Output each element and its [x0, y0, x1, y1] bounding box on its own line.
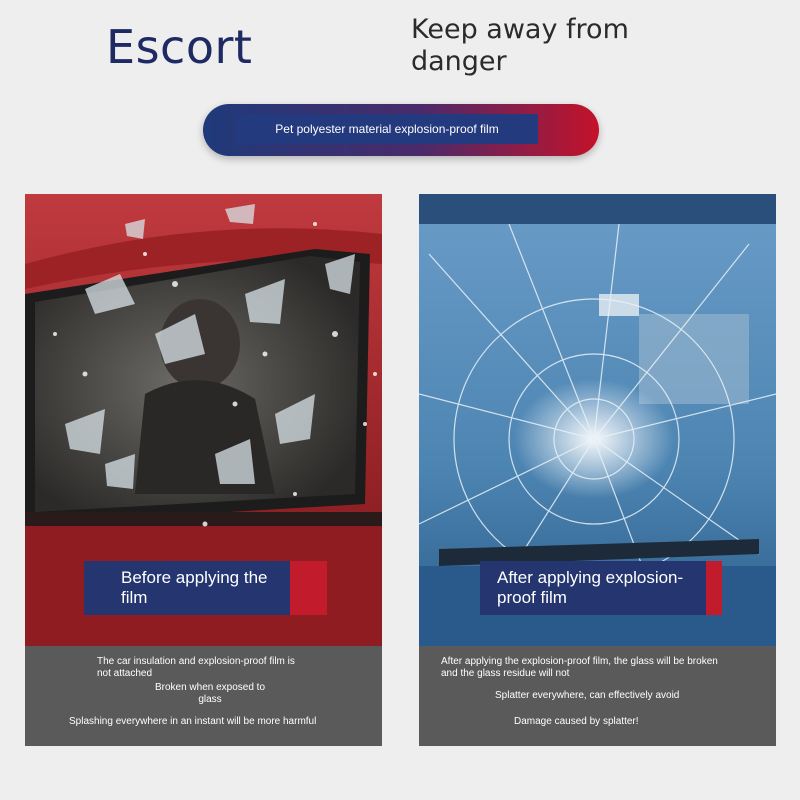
page-title: Escort: [106, 20, 253, 74]
after-caption-line-1: After applying the explosion-proof film, the glass will be broken and the glass residue will not: [441, 656, 718, 679]
before-caption-line-1: The car insulation and explosion-proof film is not attached: [97, 656, 295, 679]
after-caption: [419, 646, 776, 746]
before-panel: [25, 194, 382, 746]
after-label-text: After applying explosion-proof film: [480, 561, 706, 615]
before-caption-line-2: Broken when exposed to glass: [154, 682, 266, 705]
after-panel: [419, 194, 776, 746]
before-caption-line-3: Splashing everywhere in an instant will be more harmful: [69, 716, 317, 727]
before-caption: [25, 646, 382, 746]
feature-banner-text: Pet polyester material explosion-proof film: [236, 114, 538, 144]
before-label-text: Before applying the film: [84, 561, 290, 615]
before-label: [84, 561, 327, 615]
after-caption-line-2: Splatter everywhere, can effectively avoid: [495, 690, 680, 701]
after-label: [480, 561, 722, 615]
feature-banner: [203, 104, 599, 156]
after-caption-line-3: Damage caused by splatter!: [514, 716, 639, 727]
tagline: Keep away from danger: [411, 14, 629, 77]
